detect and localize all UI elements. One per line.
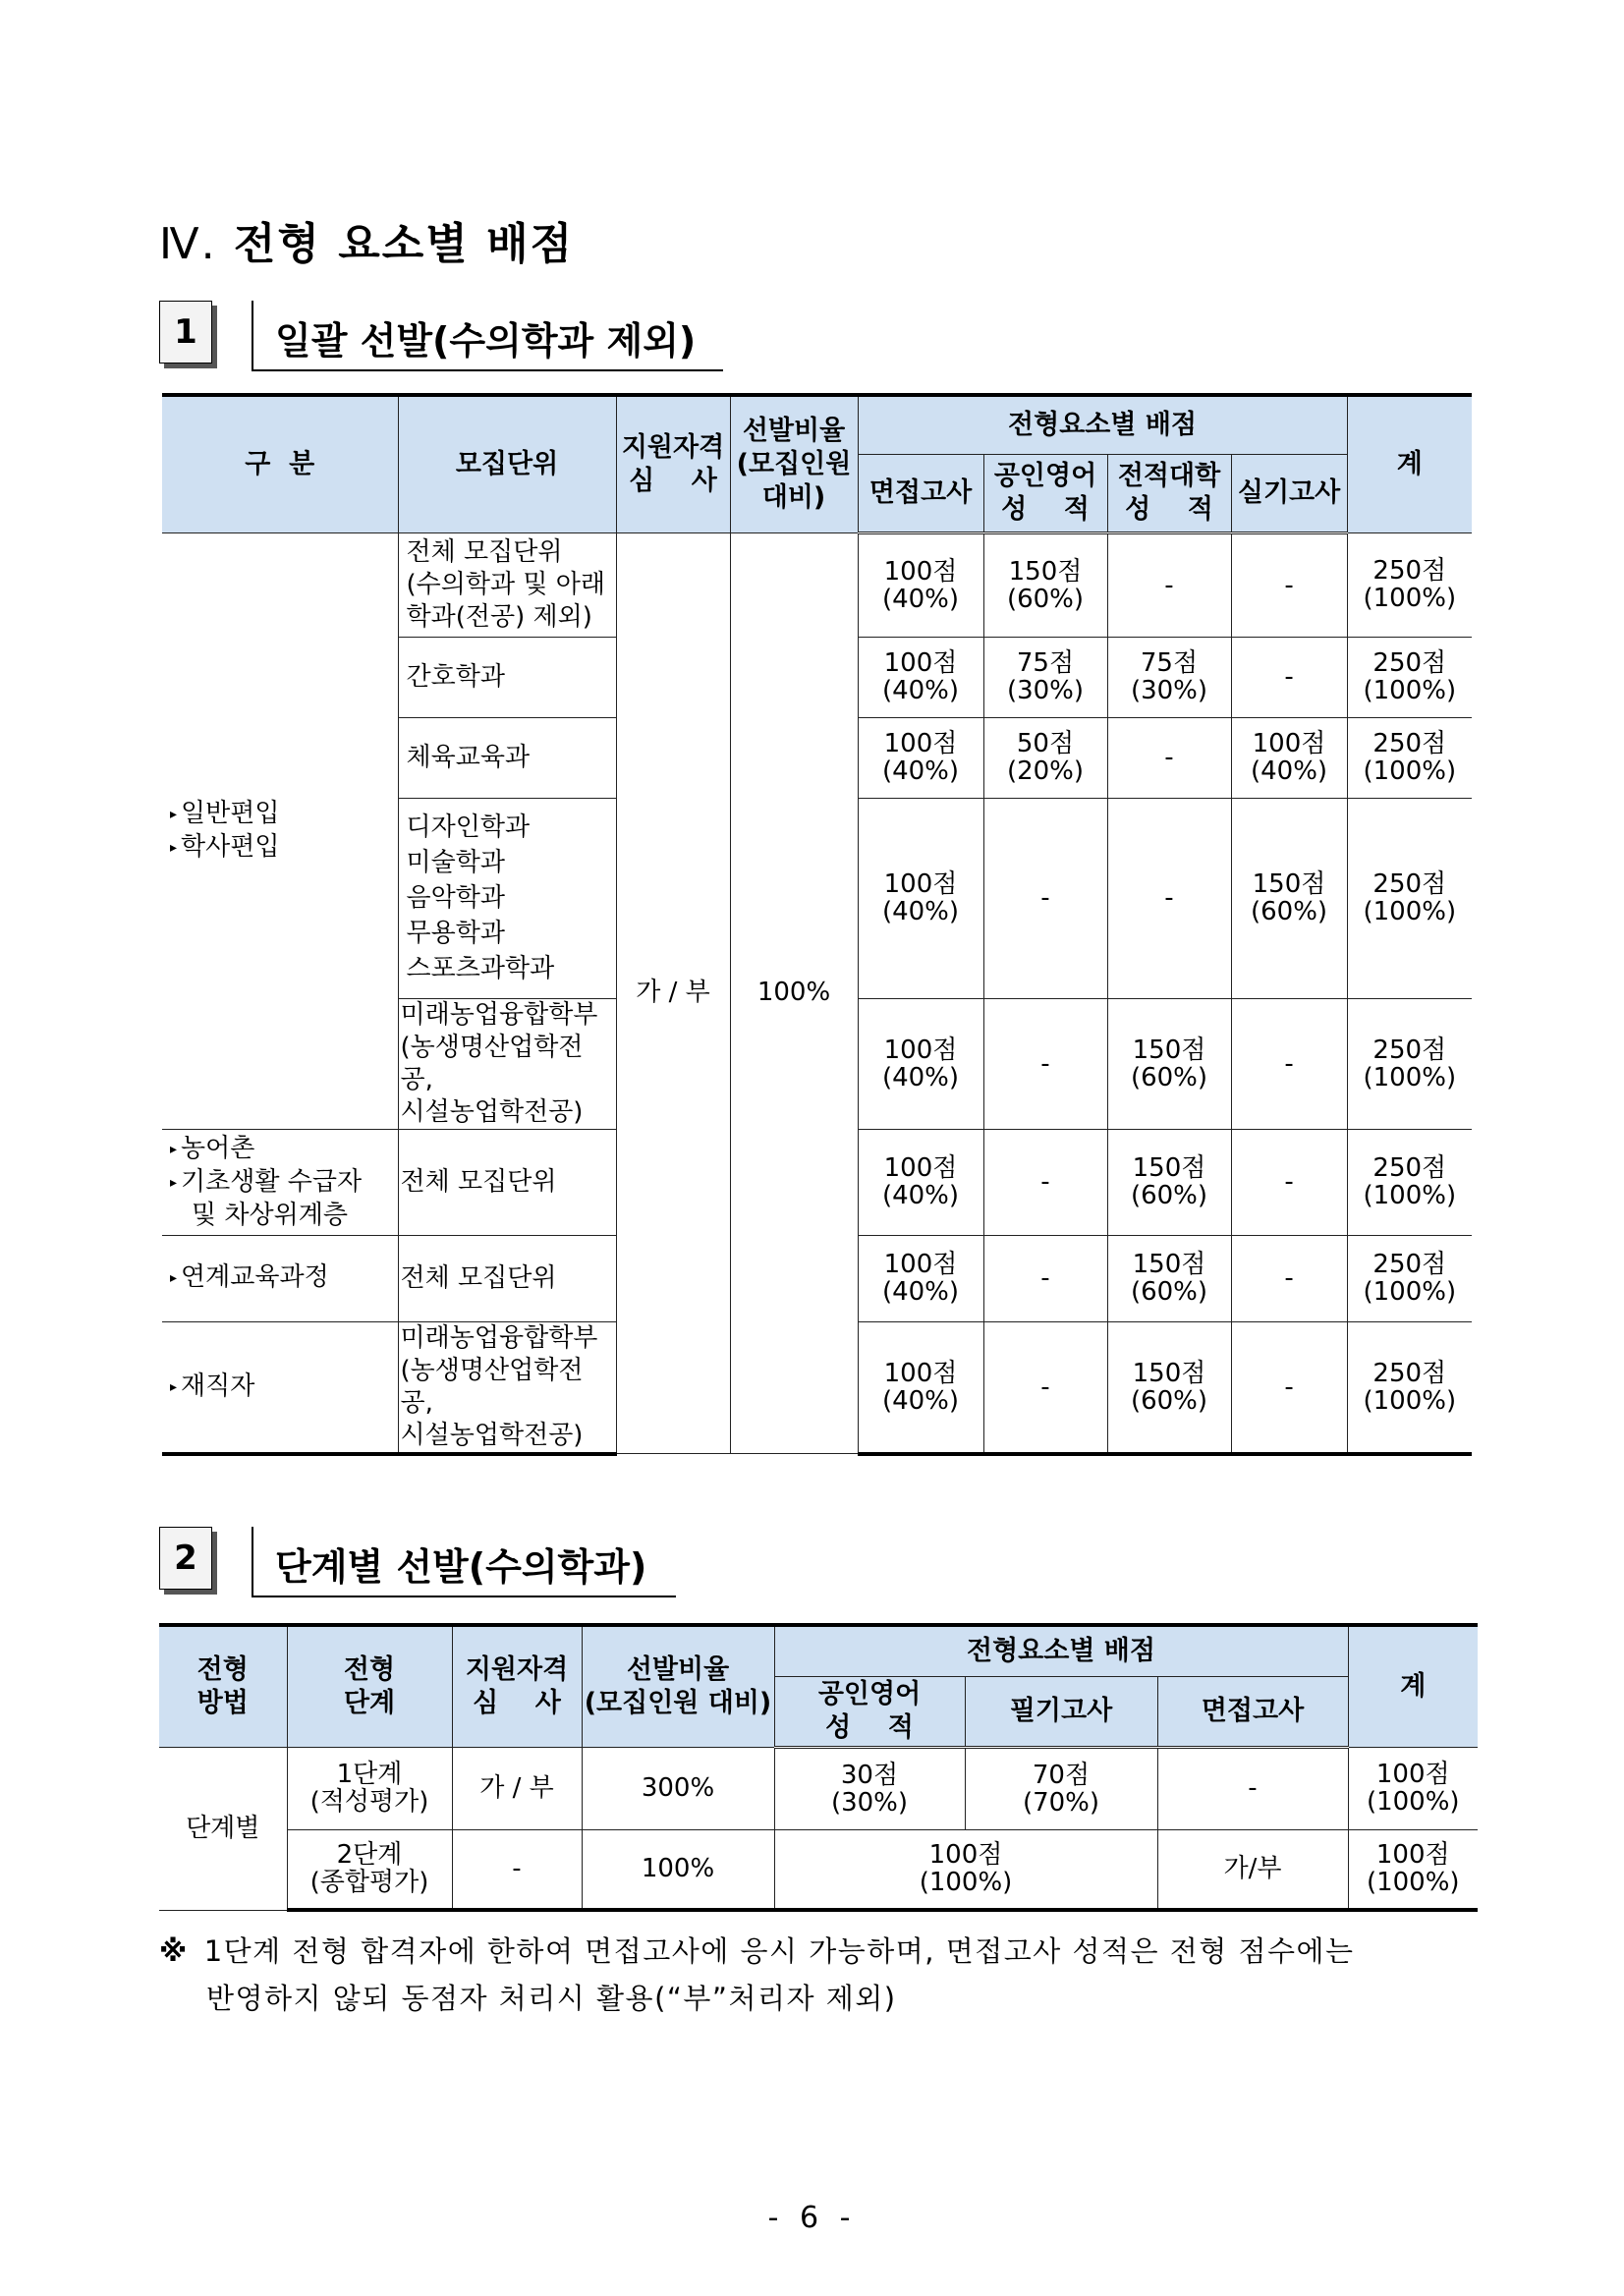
header-method: 전형 방법 [159,1625,287,1747]
page-title [159,208,574,271]
header-ratio: 선발비율 (모집인원 대비) [582,1625,774,1747]
english-cell: 150점 (60%) [983,532,1107,637]
unit-cell: 디자인학과 미술학과 음악학과 무용학과 스포츠과학과 [398,798,616,998]
header-total: 계 [1348,1625,1478,1747]
practical-cell: - [1231,532,1347,637]
group-link: ▸ 연계교육과정 [162,1235,398,1321]
header-prev-line1: 전적대학 [1117,460,1221,491]
merged-score-cell: 100점 (100%) [774,1829,1157,1910]
section2-underline [252,1596,676,1597]
header-scores-group: 전형요소별 배점 [858,395,1347,454]
header-ratio-line3: 대비) [761,481,826,513]
stage-cell: 1단계 (적성평가) [287,1747,452,1829]
header-english-line2: 성 적 [1001,493,1090,525]
english-cell: - [983,1321,1107,1454]
unit-cell: 미래농업융합학부 (농생명산업학전공, 시설농업학전공) [398,998,616,1129]
qualification-cell: 가 / 부 [616,532,730,1454]
triangle-bullet-icon: ▸ [170,1378,178,1395]
triangle-bullet-icon: ▸ [170,839,178,856]
interview-cell: 100점 (40%) [858,532,983,637]
triangle-bullet-icon: ▸ [170,806,178,822]
prev-cell: - [1107,717,1231,798]
header-practical: 실기고사 [1231,454,1347,532]
english-cell: - [983,1129,1107,1235]
header-qualification-line2: 심 사 [629,465,717,496]
note-line1: 1단계 전형 합격자에 한하여 면접고사에 응시 가능하며, 면접고사 성적은 전형 점수에는 [203,1934,1355,1968]
total-cell: 100점 (100%) [1348,1747,1478,1829]
header-prev-college [1107,454,1231,532]
section2-number: 2 [174,1539,197,1578]
practical-cell: - [1231,1129,1347,1235]
practical-cell: - [1231,1321,1347,1454]
header-english-line1: 공인영어 [993,460,1097,491]
written-cell: 70점 (70%) [965,1747,1157,1829]
practical-cell: - [1231,1235,1347,1321]
total-cell: 250점 (100%) [1347,798,1472,998]
unit-cell: 전체 모집단위 [398,1235,616,1321]
stage-cell: 2단계 (종합평가) [287,1829,452,1910]
unit-cell: 전체 모집단위 (수의학과 및 아래 학과(전공) 제외) [398,532,616,637]
practical-cell: 150점 (60%) [1231,798,1347,998]
interview-cell: 100점 (40%) [858,998,983,1129]
section1-divider [252,301,253,371]
prev-cell: - [1107,532,1231,637]
ratio-cell: 300% [582,1747,774,1829]
practical-cell: 100점 (40%) [1231,717,1347,798]
total-cell: 250점 (100%) [1347,998,1472,1129]
english-cell: - [983,798,1107,998]
qualification-cell: 가 / 부 [452,1747,582,1829]
prev-cell: 150점 (60%) [1107,1129,1231,1235]
unit-cell: 체육교육과 [398,717,616,798]
prev-cell: 150점 (60%) [1107,1235,1231,1321]
triangle-bullet-icon: ▸ [170,1141,178,1157]
footnote [159,1928,1490,2022]
interview-cell: 100점 (40%) [858,798,983,998]
group-general [162,532,398,1129]
page-number: - 6 - [767,2201,857,2235]
note-mark: ※ [159,1934,189,1968]
header-stage: 전형 단계 [287,1625,452,1747]
unit-cell: 미래농업융합학부 (농생명산업학전공, 시설농업학전공) [398,1321,616,1454]
unit-cell: 전체 모집단위 [398,1129,616,1235]
interview-cell: 100점 (40%) [858,1321,983,1454]
english-cell: 75점 (30%) [983,637,1107,717]
ratio-cell: 100% [582,1829,774,1910]
section2-number-box [159,1527,212,1590]
page-title-roman: Ⅳ. [159,219,217,269]
header-gubun: 구 분 [162,395,398,532]
interview-cell: 100점 (40%) [858,637,983,717]
header-english: 공인영어 성 적 [774,1676,965,1747]
english-cell: 30점 (30%) [774,1747,965,1829]
header-interview: 면접고사 [858,454,983,532]
triangle-bullet-icon: ▸ [170,1270,178,1286]
interview-cell: 100점 (40%) [858,1129,983,1235]
header-qualification: 지원자격 심 사 [452,1625,582,1747]
interview-cell: - [1157,1747,1348,1829]
section1-underline [252,369,723,371]
total-cell: 250점 (100%) [1347,532,1472,637]
group-general-item: ▸ 학사편입 [170,831,280,862]
practical-cell: - [1231,998,1347,1129]
method-cell: 단계별 [159,1747,287,1910]
header-qualification [616,395,730,532]
score-table-general [162,393,1472,1456]
header-unit: 모집단위 [398,395,616,532]
table-row [162,532,1472,637]
header-scores-group: 전형요소별 배점 [774,1625,1348,1676]
unit-cell: 간호학과 [398,637,616,717]
prev-cell: 150점 (60%) [1107,1321,1231,1454]
english-cell: - [983,1235,1107,1321]
group-work: ▸ 재직자 [162,1321,398,1454]
qualification-cell: - [452,1829,582,1910]
section1-title: 일괄 선발(수의학과 제외) [275,319,697,363]
section1-number: 1 [174,312,197,352]
header-qualification-line1: 지원자격 [621,431,725,463]
total-cell: 250점 (100%) [1347,637,1472,717]
total-cell: 250점 (100%) [1347,1129,1472,1235]
prev-cell: 150점 (60%) [1107,998,1231,1129]
note-line2: 반영하지 않되 동점자 처리시 활용(“부”처리자 제외) [206,1982,897,2015]
table-row [159,1829,1478,1910]
interview-cell: 100점 (40%) [858,717,983,798]
header-prev-line2: 성 적 [1125,493,1213,525]
section2-title: 단계별 선발(수의학과) [275,1545,647,1589]
prev-cell: 75점 (30%) [1107,637,1231,717]
header-ratio-line2: (모집인원 [736,448,852,479]
header-total: 계 [1347,395,1472,532]
total-cell: 100점 (100%) [1348,1829,1478,1910]
english-cell: 50점 (20%) [983,717,1107,798]
total-cell: 250점 (100%) [1347,1321,1472,1454]
section1-number-box [159,301,212,364]
ratio-cell: 100% [730,532,858,1454]
prev-cell: - [1107,798,1231,998]
header-written: 필기고사 [965,1676,1157,1747]
header-english [983,454,1107,532]
header-interview: 면접고사 [1157,1676,1348,1747]
header-ratio [730,395,858,532]
header-ratio-line1: 선발비율 [742,415,846,446]
page-title-text: 전형 요소별 배점 [233,219,575,269]
triangle-bullet-icon: ▸ [170,1174,178,1191]
total-cell: 250점 (100%) [1347,1235,1472,1321]
score-table-stage [159,1623,1478,1912]
interview-cell: 100점 (40%) [858,1235,983,1321]
interview-cell: 가/부 [1157,1829,1348,1910]
section2-divider [252,1527,253,1597]
total-cell: 250점 (100%) [1347,717,1472,798]
english-cell: - [983,998,1107,1129]
practical-cell: - [1231,637,1347,717]
group-general-item: ▸ 일반편입 [170,798,280,828]
table-row [159,1747,1478,1829]
group-rural: ▸ 농어촌 ▸ 기초생활 수급자 및 차상위계층 [162,1129,398,1235]
